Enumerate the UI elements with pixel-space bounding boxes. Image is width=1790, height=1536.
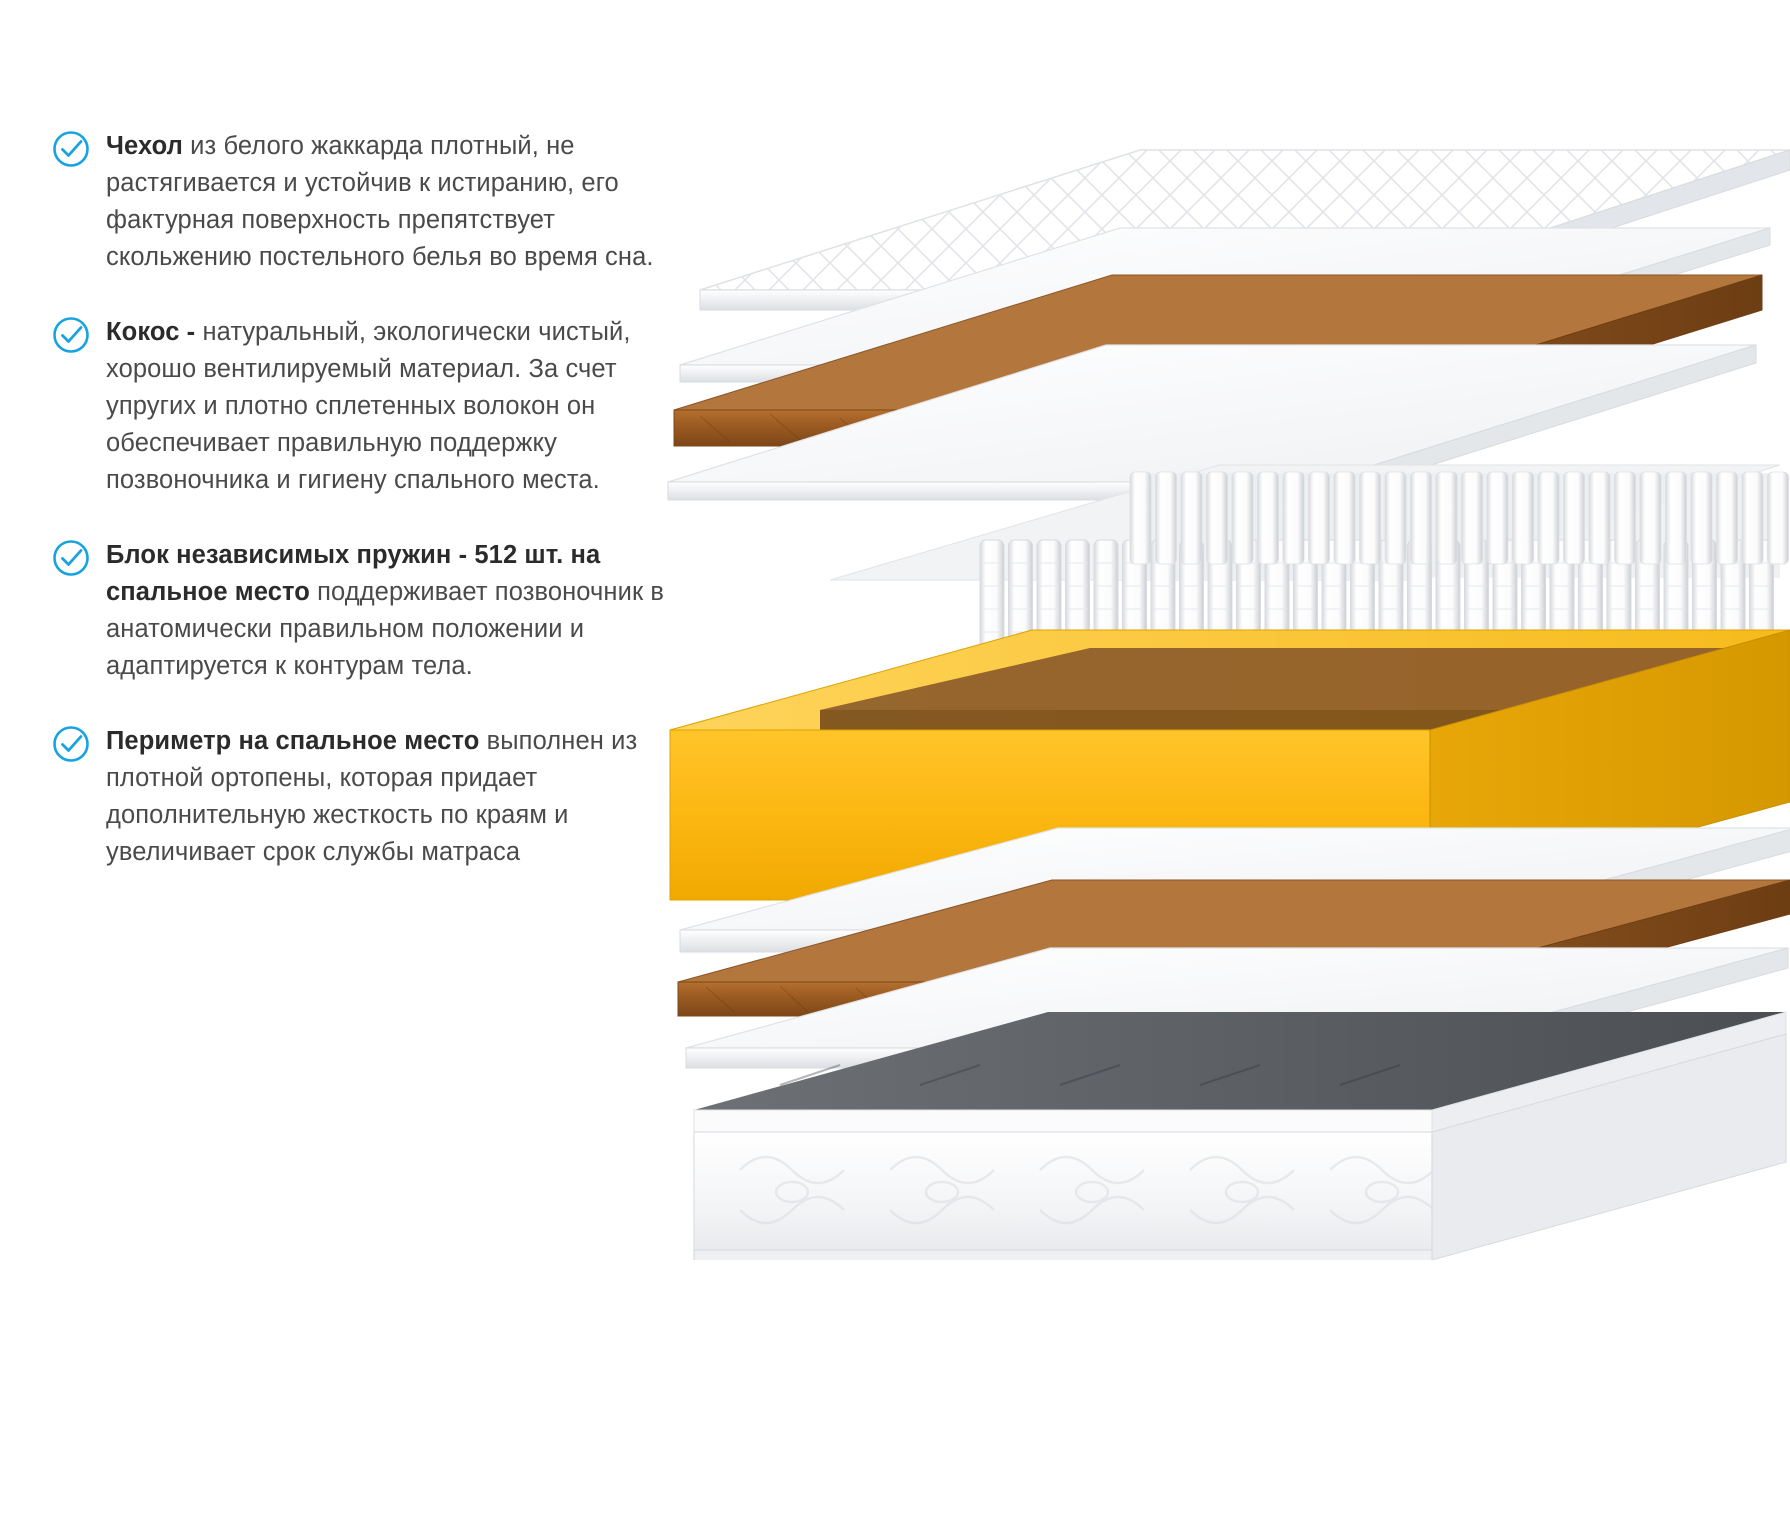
feature-title: Периметр на спальное место bbox=[106, 727, 480, 755]
check-circle-icon bbox=[52, 130, 90, 168]
list-item bbox=[52, 314, 672, 499]
feature-text bbox=[106, 723, 666, 871]
mattress-exploded-view bbox=[660, 110, 1780, 1230]
list-item bbox=[52, 537, 672, 685]
check-circle-icon bbox=[52, 539, 90, 577]
feature-title: Чехол bbox=[106, 132, 183, 160]
feature-body: поддерживает позвоночник в анатомически правильном положении и адаптируется к контурам тела. bbox=[106, 578, 665, 680]
list-item bbox=[52, 723, 672, 871]
feature-body: выполнен из плотной ортопены, которая придает дополнительную жесткость по краям и увеличивает срок службы матраса bbox=[106, 727, 638, 866]
check-circle-icon bbox=[52, 725, 90, 763]
feature-text bbox=[106, 314, 666, 499]
feature-title: Блок независимых пружин - 512 шт. на спальное место bbox=[106, 541, 601, 606]
feature-body: из белого жаккарда плотный, не растягивается и устойчив к истиранию, его фактурная поверхность препятствует скольжению постельного белья во время сна. bbox=[106, 132, 654, 271]
feature-text bbox=[106, 537, 666, 685]
check-circle-icon bbox=[52, 316, 90, 354]
feature-text bbox=[106, 128, 666, 276]
feature-list bbox=[52, 128, 672, 871]
mattress-illustration-svg bbox=[660, 110, 1790, 1260]
feature-title: Кокос - bbox=[106, 318, 203, 346]
feature-body: натуральный, экологически чистый, хорошо вентилируемый материал. За счет упругих и плотно сплетенных волокон он обеспечивает правильную поддержку позвоночника и гигиену спального места. bbox=[106, 318, 631, 494]
list-item bbox=[52, 128, 672, 276]
